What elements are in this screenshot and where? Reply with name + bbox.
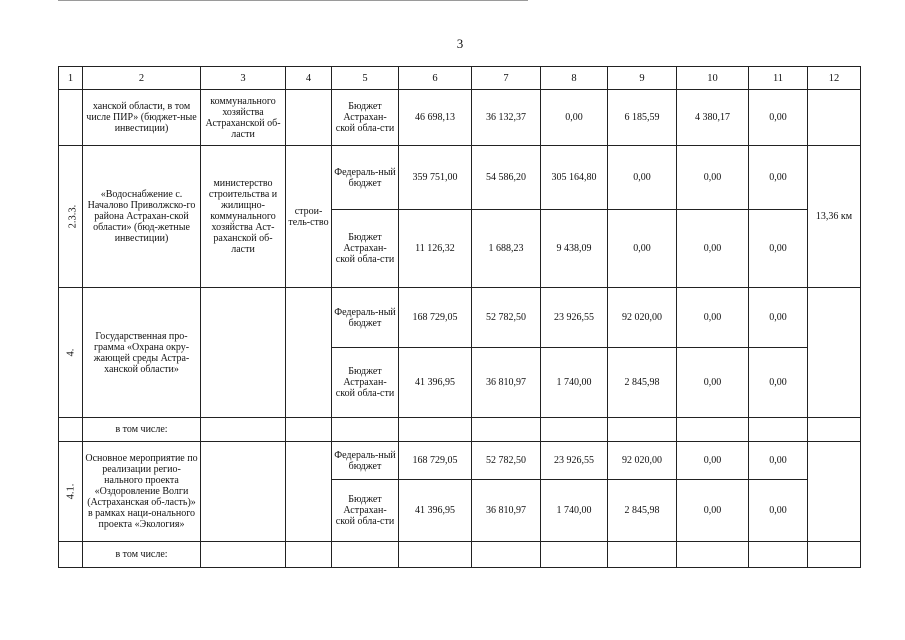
value-cell: 0,00 [608,146,677,210]
source-cell: Бюджет Астрахан-ской обла-сти [332,210,399,288]
value-cell: 168 729,05 [399,442,472,480]
value-cell: 0,00 [677,480,749,542]
executor-cell [201,288,286,418]
type-cell [286,90,332,146]
header-cell: 2 [83,67,201,90]
value-cell: 305 164,80 [541,146,608,210]
top-rule [58,0,528,1]
executor-cell [201,542,286,568]
code-cell [59,442,83,542]
type-cell [286,542,332,568]
value-cell: 359 751,00 [399,146,472,210]
description-cell: ханской области, в том числе ПИР» (бюджет-ные инвестиции) [83,90,201,146]
header-cell: 8 [541,67,608,90]
description-cell: в том числе: [83,542,201,568]
header-cell: 1 [59,67,83,90]
executor-cell [201,442,286,542]
value-cell: 41 396,95 [399,480,472,542]
header-cell: 10 [677,67,749,90]
table-row [59,442,861,480]
source-cell: Бюджет Астрахан-ской обла-сти [332,480,399,542]
header-cell: 3 [201,67,286,90]
value-cell [472,418,541,442]
value-cell: 0,00 [749,442,808,480]
type-cell [286,288,332,418]
value-cell: 46 698,13 [399,90,472,146]
header-cell: 4 [286,67,332,90]
value-cell: 11 126,32 [399,210,472,288]
result-cell [808,90,861,146]
executor-cell [201,418,286,442]
result-cell: 13,36 км [808,146,861,288]
code-cell [59,288,83,418]
source-cell: Бюджет Астрахан-ской обла-сти [332,348,399,418]
value-cell: 1 688,23 [472,210,541,288]
value-cell: 54 586,20 [472,146,541,210]
result-cell [808,288,861,418]
value-cell: 2 845,98 [608,348,677,418]
value-cell: 0,00 [677,210,749,288]
source-cell: Федераль-ный бюджет [332,288,399,348]
description-cell: Основное мероприятие по реализации регио-нального проекта «Оздоровление Волги (Астраханская об-ласть)» в рамках наци-онального проекта «Экология» [83,442,201,542]
header-cell: 6 [399,67,472,90]
value-cell: 92 020,00 [608,442,677,480]
value-cell: 1 740,00 [541,480,608,542]
header-row [59,67,861,90]
header-cell: 7 [472,67,541,90]
row-code: 4.1. [65,483,76,500]
value-cell [472,542,541,568]
source-cell: Бюджет Астрахан-ской обла-сти [332,90,399,146]
table-row [59,288,861,348]
row-code: 2.3.3. [67,204,79,229]
table-row [59,90,861,146]
type-cell: строи-тель-ство [286,146,332,288]
table-row [59,146,861,210]
description-cell: «Водоснабжение с. Началово Приволжско-го района Астрахан-ской области» (бюд-жетные инвестиции) [83,146,201,288]
value-cell: 0,00 [749,480,808,542]
value-cell [749,418,808,442]
value-cell: 0,00 [608,210,677,288]
value-cell: 2 845,98 [608,480,677,542]
code-cell [59,90,83,146]
value-cell: 0,00 [677,288,749,348]
value-cell: 0,00 [749,210,808,288]
value-cell: 0,00 [677,348,749,418]
value-cell: 0,00 [749,288,808,348]
value-cell: 23 926,55 [541,442,608,480]
header-cell: 11 [749,67,808,90]
page-number: 3 [456,36,464,51]
code-cell [59,542,83,568]
source-cell: Федераль-ный бюджет [332,146,399,210]
value-cell [608,418,677,442]
value-cell: 92 020,00 [608,288,677,348]
source-cell [332,418,399,442]
type-cell [286,442,332,542]
budget-table [58,66,861,568]
result-cell [808,442,861,542]
result-cell [808,542,861,568]
table-row [59,418,861,442]
value-cell: 23 926,55 [541,288,608,348]
table-row [59,542,861,568]
description-cell: в том числе: [83,418,201,442]
executor-cell: министерство строительства и жилищно-коммунального хозяйства Аст-раханской об-ласти [201,146,286,288]
value-cell: 0,00 [749,90,808,146]
value-cell: 52 782,50 [472,288,541,348]
result-cell [808,418,861,442]
description-cell: Государственная про-грамма «Охрана окру-жающей среды Астра-ханской области» [83,288,201,418]
type-cell [286,418,332,442]
value-cell: 0,00 [749,146,808,210]
row-code: 4. [65,348,76,357]
code-cell [59,418,83,442]
value-cell: 6 185,59 [608,90,677,146]
value-cell [541,542,608,568]
value-cell: 41 396,95 [399,348,472,418]
value-cell [749,542,808,568]
value-cell: 36 132,37 [472,90,541,146]
executor-cell: коммунального хозяйства Астраханской об-ласти [201,90,286,146]
value-cell: 4 380,17 [677,90,749,146]
value-cell [677,542,749,568]
value-cell: 9 438,09 [541,210,608,288]
value-cell [541,418,608,442]
value-cell: 52 782,50 [472,442,541,480]
header-cell: 5 [332,67,399,90]
header-cell: 9 [608,67,677,90]
value-cell: 0,00 [677,442,749,480]
value-cell: 0,00 [749,348,808,418]
value-cell: 36 810,97 [472,348,541,418]
value-cell: 1 740,00 [541,348,608,418]
value-cell: 168 729,05 [399,288,472,348]
value-cell [399,418,472,442]
code-cell [59,146,83,288]
value-cell: 36 810,97 [472,480,541,542]
value-cell [608,542,677,568]
value-cell: 0,00 [541,90,608,146]
source-cell: Федераль-ный бюджет [332,442,399,480]
value-cell [399,542,472,568]
source-cell [332,542,399,568]
header-cell: 12 [808,67,861,90]
value-cell [677,418,749,442]
value-cell: 0,00 [677,146,749,210]
